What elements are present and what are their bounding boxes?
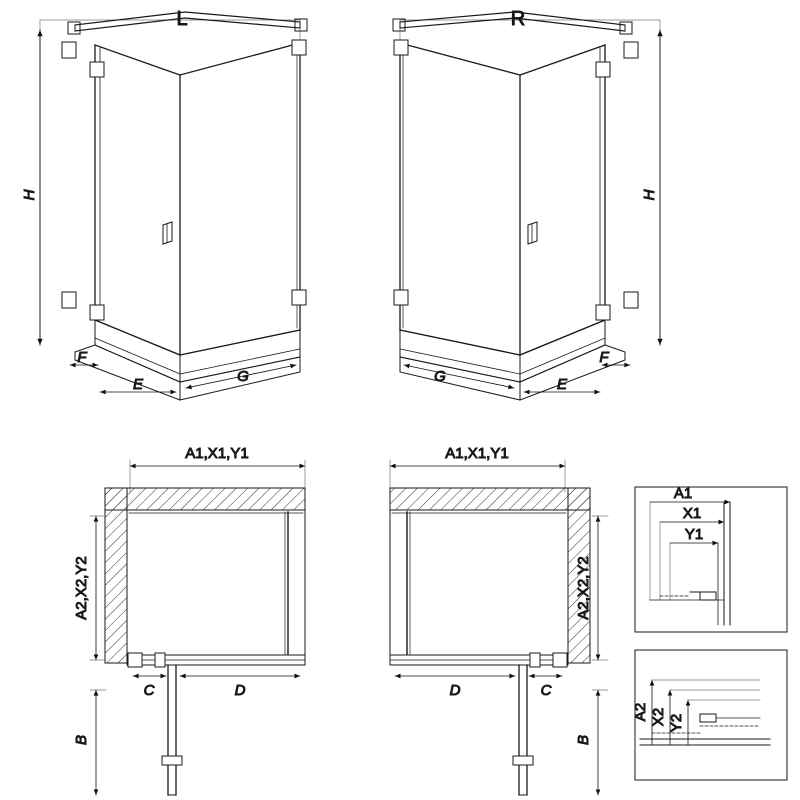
- dim-a1x1y1-left: A1,X1,Y1: [185, 445, 249, 462]
- detail-horizontal: [635, 485, 787, 632]
- dim-d-left: D: [234, 682, 246, 699]
- dim-f-left: F: [77, 349, 87, 366]
- variant-label-right: R: [510, 8, 526, 30]
- dim-d-right: D: [449, 682, 461, 699]
- dim-a2x2y2-right: A2,X2,Y2: [575, 556, 592, 620]
- dim-g-left: G: [237, 368, 249, 385]
- detail-label-x1: X1: [682, 505, 702, 522]
- view-left-plan: [73, 445, 305, 795]
- dim-c-left: C: [143, 682, 155, 699]
- detail-label-a2: A2: [632, 702, 649, 722]
- detail-label-y2: Y2: [668, 713, 685, 733]
- dim-a1x1y1-right: A1,X1,Y1: [445, 445, 509, 462]
- dim-b-left: B: [73, 734, 90, 746]
- view-right-perspective: [393, 8, 660, 400]
- dim-a2x2y2-left: A2,X2,Y2: [73, 556, 90, 620]
- detail-label-a1: A1: [673, 485, 693, 502]
- detail-label-x2: X2: [650, 707, 667, 727]
- dim-c-right: C: [540, 682, 552, 699]
- dim-h-left: H: [21, 189, 38, 201]
- detail-label-y1: Y1: [684, 526, 704, 543]
- dim-e-left: E: [132, 376, 144, 393]
- view-left-perspective: [21, 8, 307, 400]
- variant-label-left: L: [176, 8, 188, 30]
- dim-h-right: H: [641, 189, 658, 201]
- dim-b-right: B: [575, 734, 592, 746]
- dim-g-right: G: [434, 368, 446, 385]
- dim-e-right: E: [556, 376, 568, 393]
- view-right-plan: [390, 445, 608, 795]
- dim-f-right: F: [599, 349, 609, 366]
